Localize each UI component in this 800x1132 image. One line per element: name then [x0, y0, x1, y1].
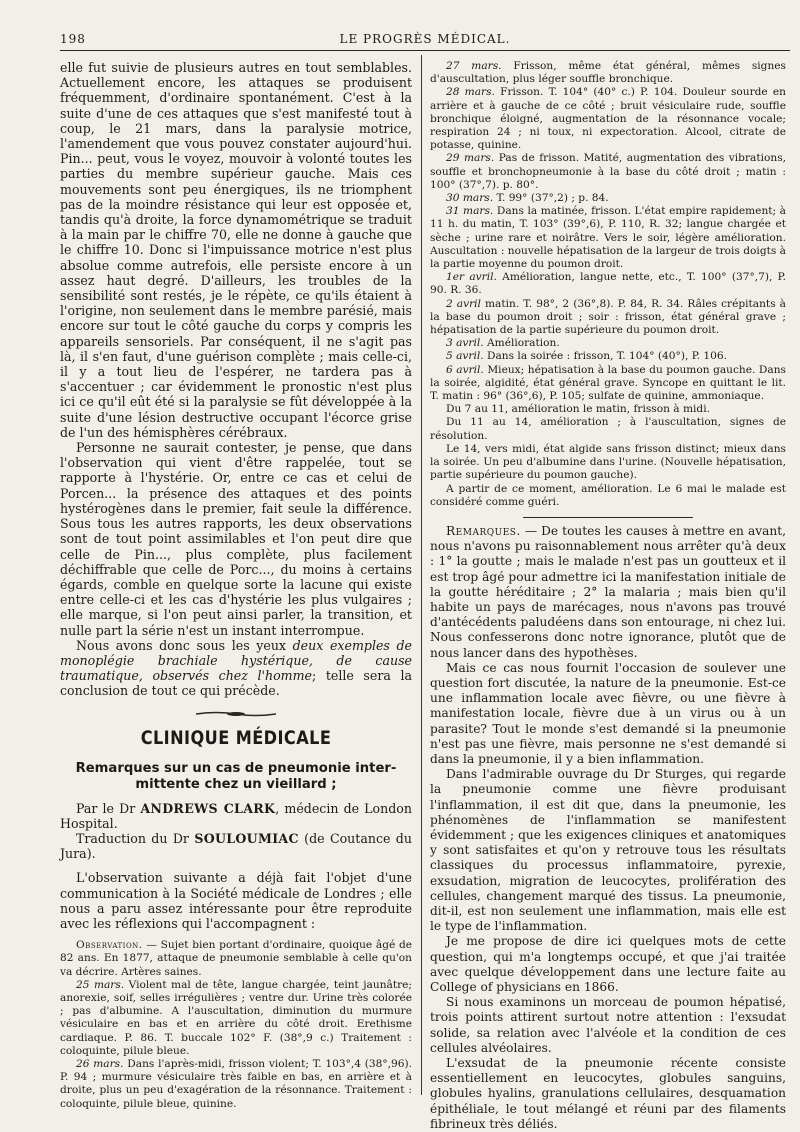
observation-entry	[430, 192, 786, 205]
section-title: CLINIQUE MÉDICALE	[140, 726, 332, 749]
observation-text: — Sujet bien portant d'ordinaire, quoique âgé de 82 ans. En 1877, attaque de pneumonie semblable à celle qu'on va décrire. Artères saines.	[60, 939, 412, 978]
page-header	[60, 30, 790, 50]
observation-entry	[430, 364, 786, 404]
observation-entry	[430, 350, 786, 363]
observation-entry	[430, 152, 786, 192]
remarques-label: Remarques.	[446, 523, 521, 538]
conclusion-paragraph	[60, 638, 412, 699]
ornament-divider	[196, 711, 276, 717]
entry-date: 2 avril	[446, 297, 481, 310]
entry-text: Dans la matinée, frisson. L'état empire rapidement; à 11 h. du matin, T. 103° (39°,6), P. 110, R. 32; langue chargée et sèche ; urine rare et noirâtre. Vers le soir, légère amélioration. Auscultation : nouvelle hépatisation de la largeur de trois doigts à la partie moyenne du poumon droit.	[430, 205, 786, 271]
observation-entry	[430, 483, 786, 509]
entry-text: Du 11 au 14, amélioration ; à l'auscultation, signes de résolution.	[430, 416, 786, 442]
translator-name: SOULOUMIAC	[194, 830, 299, 846]
entry-date: 26 mars.	[76, 1057, 124, 1070]
conclusion-start: Nous avons donc sous les yeux	[76, 637, 293, 653]
entry-date: 29 mars.	[446, 152, 495, 165]
article-title	[60, 761, 412, 793]
column-separator	[421, 55, 422, 1095]
section-rule	[523, 517, 693, 518]
observation-entry	[430, 86, 786, 152]
entry-text: Dans l'après-midi, frisson violent; T. 103°,4 (38°,96). P. 94 ; murmure vésiculaire très faible en bas, en arrière et à droite, plus un peu d'exagération de la résonnance. Traitement : coloquinte, pilule bleue, quinine.	[60, 1057, 413, 1110]
paragraph: Personne ne saurait contester, je pense, que dans l'observation qui vient d'être rappelée, tout se rapporte à l'hystérie. Or, entre ce cas et celui de Porcen... la présence des attaques et des points hystérogènes dans le premier, fait seule la différence. Sous tous les autres rapports, les deux observations sont de tout point assimilables et l'on peut dire que celle de Pin..., plus complète, plus facilement déchiffrable que celle de Porc..., du moins à certains égards, comble en quelque sorte la lacune qui existe entre celle-ci et les cas d'hystérie les plus vulgaires ; elle marque, si l'on peut ainsi parler, la transition, et nulle part la série n'est un instant interrompue.	[60, 440, 412, 638]
entry-text: Dans la soirée : frisson, T. 104° (40°), P. 106.	[483, 350, 727, 363]
remarques-text: — De toutes les causes à mettre en avant, nous n'avons pu raisonnablement nous arrêter qu'à deux : 1° la goutte ; mais le malade n'est pas un goutteux et il est trop âgé pour admettre ici la manifestation initiale de la goutte héréditaire ; 2° la malaria ; mais bien qu'il habite un pays de marécages, nous n'avons pas trouvé d'antécédents paludéens dans son entourage, ni chez lui. Nous confesserons donc notre ignorance, plutôt que de nous lancer dans des hypothèses.	[430, 523, 786, 660]
entry-date: 25 mars.	[76, 978, 125, 991]
translator-byline	[60, 831, 412, 861]
observation-entry	[430, 298, 786, 338]
author-name: ANDREWS CLARK	[140, 800, 276, 816]
byline-pre: Par le Dr	[76, 800, 141, 816]
entry-date: 31 mars.	[446, 205, 494, 218]
entry-date: 5 avril.	[446, 350, 484, 363]
entry-text: Mieux; hépatisation à la base du poumon gauche. Dans la soirée, algidité, état général grave. Syncope en quittant le lit. T. matin : 96° (36°,6), P. 105; sulfate de quinine, ammoniaque.	[430, 363, 786, 403]
observation-entry	[430, 271, 786, 297]
article-title-line: mittente chez un vieillard ;	[135, 776, 337, 792]
entry-text: Amélioration, langue nette, etc., T. 100° (37°,7), P. 90. R. 36.	[430, 271, 786, 297]
entry-date: 28 mars.	[446, 86, 495, 99]
entry-text: Frisson, même état général, mêmes signes d'auscultation, plus léger souffle bronchique.	[430, 60, 786, 86]
byline-post: (de Coutance du Jura).	[60, 830, 412, 862]
observation-entry	[60, 979, 412, 1058]
observation-entry	[430, 416, 786, 442]
observation-entry	[430, 205, 786, 271]
byline-pre: Traduction du Dr	[76, 830, 195, 846]
header-rule	[60, 50, 790, 51]
observation-entry	[430, 337, 786, 350]
entry-text: Violent mal de tête, langue chargée, teint jaunâtre; anorexie, soif, selles irrégulières ; ventre dur. Urine très colorée ; pas d'albumine. A l'auscultation, diminution du murmure vésiculaire en bas et en arrière du côté droit. Erethisme cardiaque. P. 86. T. buccale 102° F. (38°,9 c.) Traitement : coloquinte, pilule bleue.	[60, 978, 412, 1057]
paragraph: Mais ce cas nous fournit l'occasion de soulever une question fort discutée, la nature de la pneumonie. Est-ce une inflammation locale avec fièvre, ou une fièvre à manifestation locale, fièvre due à un virus ou à un parasite? Tout le monde s'est demandé si la pneumonie n'est pas une fièvre, mais personne ne s'est demandé si dans la pneumonie, il y a bien inflammation.	[430, 660, 786, 766]
entry-text: A partir de ce moment, amélioration. Le 6 mai le malade est considéré comme guéri.	[430, 482, 786, 508]
entry-text: Pas de frisson. Matité, augmentation des vibrations, souffle et bronchopneumonie à la base du côté droit ; matin : 100° (37°,7). p. 80°.	[430, 152, 786, 191]
article-title-line: Remarques sur un cas de pneumonie inter-	[75, 760, 397, 776]
observation-label: Observation.	[76, 939, 143, 952]
observation-entry	[430, 443, 786, 483]
author-byline	[60, 801, 412, 831]
entry-text: T. 99° (37°,2) ; p. 84.	[493, 192, 609, 205]
observation-entry	[430, 403, 786, 416]
paragraph: L'exsudat de la pneumonie récente consiste essentiellement en leucocytes, globules sanguins, globules hyalins, granulations cellulaires, desquamation épithéliale, le tout mélangé et réuni par des filaments fibrineux très déliés.	[430, 1056, 786, 1131]
right-column	[430, 60, 786, 1132]
conclusion-end: ; telle sera la conclusion de tout ce qui précède.	[60, 668, 412, 699]
journal-title: LE PROGRÈS MÉDICAL.	[339, 32, 511, 46]
observation-entry	[430, 60, 786, 86]
conclusion-italic: deux exemples de monoplégie brachiale hystérique, de cause traumatique, observés chez l'homme	[60, 637, 412, 684]
entry-date: 30 mars.	[446, 192, 494, 205]
ornament-icon	[196, 711, 276, 717]
entry-text: Amélioration.	[483, 337, 560, 350]
entry-text: matin. T. 98°, 2 (36°,8). P. 84, R. 34. Râles crépitants à la base du poumon droit ; soir : frisson, état général grave ; hépatisation de la partie supérieure du poumon droit.	[430, 297, 787, 337]
observation-paragraph	[60, 939, 412, 979]
page-number: 198	[60, 32, 86, 46]
entry-date: 6 avril.	[446, 363, 484, 376]
paragraph: Je me propose de dire ici quelques mots de cette question, qui m'a longtemps occupé, et que j'ai traitée avec quelque développement dans une lecture faite au College of physicians en 1866.	[430, 934, 786, 994]
paragraph: Dans l'admirable ouvrage du Dr Sturges, qui regarde la pneumonie comme une fièvre produisant l'inflammation, il est dit que, dans la pneumonie, les phénomènes de l'inflammation se manifestent évidemment ; que les exigences cliniques et anatomiques y sont satisfaites et qu'on y retrouve tous les résultats classiques du processus inflammatoire, pyrexie, exsudation, migration de leucocytes, prolifération des cellules, changement marqué des tissus. La pneumonie, dit-il, est non seulement une inflammation, mais elle est le type de l'inflammation.	[430, 767, 786, 934]
byline-post: , médecin de London Hospital.	[60, 800, 412, 831]
paragraph: elle fut suivie de plusieurs autres en tout semblables. Actuellement encore, les attaques se produisent fréquemment, d'ordinaire spontanément. C'est à la suite d'une de ces attaques que s'est manifesté tout à coup, le 21 mars, dans la paralysie motrice, l'amendement que vous pouvez constater aujourd'hui. Pin... peut, vous le voyez, mouvoir à volonté toutes les parties du membre supérieur gauche. Mais ces mouvements sont peu énergiques, ils ne triomphent pas de la moindre résistance qui leur est opposée et, tandis qu'à droite, la force dynamométrique se traduit à la main par le chiffre 70, elle ne donne à gauche que le chiffre 10. Donc si l'impuissance motrice n'est plus absolue comme autrefois, elle persiste encore à un assez haut degré. D'ailleurs, les troubles de la sensibilité sont restés, je le répète, ce qu'ils étaient à l'origine, non seulement dans le membre parésié, mais encore sur tout le côté gauche du corps y compris les appareils sensoriels. Par conséquent, il ne s'agit pas là, il s'en faut, d'une guérison complète ; mais celle-ci, il y a tout lieu de l'espérer, ne tardera pas à s'accentuer ; car évidemment le pronostic n'est plus ici ce qu'il eût été si la paralysie se fût développée à la suite d'une lésion destructive occupant l'écorce grise de l'un des hémisphères cérébraux.	[60, 60, 412, 440]
entry-text: Du 7 au 11, amélioration le matin, frisson à midi.	[446, 403, 710, 416]
entry-date: 1er avril.	[446, 271, 497, 284]
entry-date: 3 avril.	[446, 337, 484, 350]
entry-text: Frisson. T. 104° (40° c.) P. 104. Douleur sourde en arrière et à gauche de ce côté ; bruit vésiculaire rude, souffle bronchique éloigné, augmentation de la résonnance vocale; respiration 24 ; ni toux, ni expectoration. Alcool, citrate de potasse, quinine.	[430, 86, 786, 152]
observation-entry	[60, 1058, 412, 1111]
intro-paragraph: L'observation suivante a déjà fait l'objet d'une communication à la Société médicale de Londres ; elle nous a paru assez intéressante pour être reproduite avec les réflexions qui l'accompagnent :	[60, 870, 412, 931]
paragraph: Si nous examinons un morceau de poumon hépatisé, trois points attirent surtout notre attention : l'exsudat solide, sa relation avec l'alvéole et la condition de ces cellules alvéolaires.	[430, 995, 786, 1055]
left-column	[60, 60, 412, 1111]
remarques-paragraph	[430, 524, 786, 661]
entry-text: Le 14, vers midi, état algide sans frisson distinct; mieux dans la soirée. Un peu d'albumine dans l'urine. (Nouvelle hépatisation, partie supérieure du poumon gauche).	[430, 442, 786, 482]
entry-date: 27 mars.	[446, 60, 502, 72]
